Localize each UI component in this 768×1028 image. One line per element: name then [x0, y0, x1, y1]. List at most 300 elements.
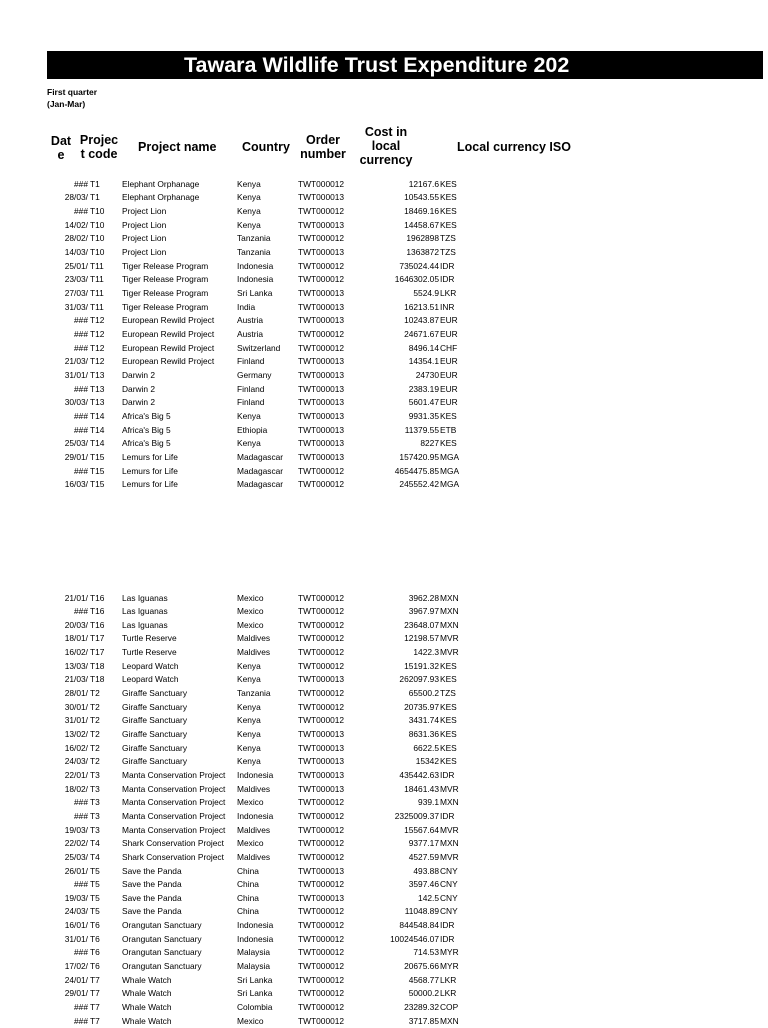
- cell-currency: MVR: [440, 647, 459, 658]
- cell-project-code: T14: [90, 438, 105, 449]
- table-row: [0, 260, 768, 274]
- cell-currency: IDR: [440, 810, 455, 821]
- cell-date: 31/03/: [64, 301, 88, 312]
- cell-country: Austria: [237, 328, 264, 339]
- cell-order-number: TWT000013: [298, 287, 345, 298]
- cell-date: 20/03/: [64, 619, 88, 630]
- cell-country: Mexico: [237, 1015, 264, 1026]
- cell-project-name: Giraffe Sanctuary: [122, 688, 188, 699]
- cell-currency: INR: [440, 301, 455, 312]
- table-row: [0, 328, 768, 342]
- cell-cost: 493.88: [413, 865, 439, 876]
- cell-date: 21/03/: [64, 674, 88, 685]
- page-title: Tawara Wildlife Trust Expenditure 202: [184, 53, 570, 77]
- cell-cost: 1646302.05: [394, 274, 439, 285]
- table-row: [0, 796, 768, 810]
- cell-project-code: T3: [90, 783, 100, 794]
- cell-cost: 844548.84: [399, 920, 439, 931]
- cell-project-name: Lemurs for Life: [122, 465, 178, 476]
- cell-project-code: T12: [90, 342, 105, 353]
- cell-cost: 14458.67: [404, 219, 439, 230]
- table-row: [0, 660, 768, 674]
- cell-project-name: Leopard Watch: [122, 660, 179, 671]
- cell-order-number: TWT000013: [298, 219, 345, 230]
- cell-project-code: T11: [90, 301, 104, 312]
- table-row: [0, 314, 768, 328]
- cell-order-number: TWT000013: [298, 438, 345, 449]
- cell-cost: 20675.66: [404, 961, 439, 972]
- table-row: [0, 592, 768, 606]
- cell-country: Indonesia: [237, 260, 274, 271]
- cell-cost: 24671.67: [404, 328, 439, 339]
- cell-cost: 18461.43: [404, 783, 439, 794]
- cell-order-number: TWT000012: [298, 592, 345, 603]
- cell-country: Madagascar: [237, 465, 284, 476]
- cell-project-name: Manta Conservation Project: [122, 783, 226, 794]
- cell-country: Maldives: [237, 851, 271, 862]
- cell-date: ###: [74, 1002, 88, 1012]
- cell-country: Tanzania: [237, 233, 271, 244]
- cell-cost: 24730: [415, 369, 439, 380]
- cell-cost: 65500.2: [408, 688, 439, 699]
- cell-date: 17/02/: [64, 961, 88, 972]
- table-row: [0, 1001, 768, 1015]
- cell-currency: KES: [440, 674, 457, 685]
- table-row: [0, 946, 768, 960]
- cell-date: 25/03/: [64, 851, 88, 862]
- cell-date: ###: [74, 205, 88, 216]
- header-date-line2: e: [57, 148, 65, 162]
- cell-country: China: [237, 906, 259, 917]
- cell-cost: 1962898: [406, 233, 439, 244]
- cell-date: 16/02/: [64, 742, 88, 753]
- table-row: [0, 933, 768, 947]
- cell-cost: 262097.93: [399, 674, 439, 685]
- cell-order-number: TWT000013: [298, 756, 345, 767]
- cell-country: Kenya: [237, 660, 261, 671]
- cell-project-code: T4: [90, 838, 100, 849]
- cell-project-name: Giraffe Sanctuary: [122, 715, 188, 726]
- table-row: [0, 1015, 768, 1028]
- cell-currency: COP: [440, 1002, 459, 1012]
- cell-cost: 15191.32: [404, 660, 439, 671]
- cell-project-name: Orangutan Sanctuary: [122, 961, 202, 972]
- cell-order-number: TWT000012: [298, 810, 345, 821]
- cell-project-code: T3: [90, 810, 100, 821]
- cell-date: ###: [74, 410, 88, 421]
- cell-currency: KES: [440, 742, 457, 753]
- cell-project-name: Manta Conservation Project: [122, 810, 226, 821]
- header-country: Country: [242, 140, 290, 154]
- cell-date: 19/03/: [64, 892, 88, 903]
- cell-project-name: European Rewild Project: [122, 328, 215, 339]
- cell-country: Sri Lanka: [237, 974, 273, 985]
- cell-currency: EUR: [440, 369, 458, 380]
- table-row: [0, 714, 768, 728]
- cell-project-code: T12: [90, 315, 105, 326]
- cell-date: ###: [74, 424, 88, 435]
- cell-currency: IDR: [440, 920, 455, 931]
- cell-project-code: T13: [90, 369, 105, 380]
- cell-currency: MXN: [440, 797, 459, 808]
- cell-cost: 23289.32: [404, 1002, 439, 1012]
- cell-order-number: TWT000012: [298, 647, 345, 658]
- header-date-line1: Dat: [50, 134, 72, 148]
- cell-project-name: Whale Watch: [122, 1015, 172, 1026]
- cell-project-name: Project Lion: [122, 219, 167, 230]
- cell-project-code: T18: [90, 674, 105, 685]
- cell-cost: 1422.3: [413, 647, 439, 658]
- header-code-line1: Projec: [79, 133, 119, 147]
- cell-project-name: Orangutan Sanctuary: [122, 933, 202, 944]
- table-row: [0, 205, 768, 219]
- cell-date: 31/01/: [64, 715, 88, 726]
- table-row: [0, 424, 768, 438]
- header-order-line2: number: [300, 147, 346, 161]
- cell-project-code: T6: [90, 933, 100, 944]
- cell-project-code: T6: [90, 920, 100, 931]
- table-row: [0, 919, 768, 933]
- cell-currency: KES: [440, 192, 457, 203]
- cell-project-name: Darwin 2: [122, 383, 156, 394]
- cell-order-number: TWT000013: [298, 892, 345, 903]
- cell-order-number: TWT000012: [298, 342, 345, 353]
- cell-order-number: TWT000013: [298, 246, 345, 257]
- cell-currency: IDR: [440, 933, 455, 944]
- cell-currency: ETB: [440, 424, 457, 435]
- cell-currency: MVR: [440, 783, 459, 794]
- cell-cost: 16213.51: [404, 301, 439, 312]
- cell-order-number: TWT000013: [298, 383, 345, 394]
- cell-country: Malaysia: [237, 961, 271, 972]
- cell-project-code: T15: [90, 451, 105, 462]
- cell-project-code: T14: [90, 424, 105, 435]
- cell-currency: MYR: [440, 947, 459, 958]
- cell-cost: 10024546.07: [390, 933, 439, 944]
- cell-date: 24/03/: [64, 756, 88, 767]
- cell-country: China: [237, 892, 259, 903]
- header-project-code: [78, 133, 120, 161]
- cell-date: 13/03/: [64, 660, 88, 671]
- cell-project-name: Leopard Watch: [122, 674, 179, 685]
- cell-order-number: TWT000013: [298, 301, 345, 312]
- cell-country: Indonesia: [237, 933, 274, 944]
- cell-project-code: T6: [90, 961, 100, 972]
- cell-country: Sri Lanka: [237, 988, 273, 999]
- cell-cost: 11379.55: [404, 424, 439, 435]
- cell-project-code: T5: [90, 892, 100, 903]
- cell-project-name: Giraffe Sanctuary: [122, 701, 188, 712]
- table-row: [0, 865, 768, 879]
- cell-cost: 2325009.37: [394, 810, 439, 821]
- cell-project-name: European Rewild Project: [122, 356, 215, 367]
- cell-project-code: T7: [90, 974, 100, 985]
- cell-currency: KES: [440, 438, 457, 449]
- cell-currency: KES: [440, 756, 457, 767]
- cell-order-number: TWT000012: [298, 797, 345, 808]
- cell-project-code: T2: [90, 701, 100, 712]
- cell-country: Maldives: [237, 633, 271, 644]
- cell-project-name: Las Iguanas: [122, 592, 168, 603]
- header-cost-line3: currency: [359, 153, 413, 167]
- cell-project-code: T3: [90, 769, 100, 780]
- table-row: [0, 851, 768, 865]
- cell-project-name: Project Lion: [122, 233, 167, 244]
- cell-currency: MGA: [440, 479, 460, 490]
- cell-cost: 3597.46: [408, 879, 439, 890]
- cell-project-name: Giraffe Sanctuary: [122, 742, 188, 753]
- cell-cost: 20735.97: [404, 701, 439, 712]
- cell-project-name: Manta Conservation Project: [122, 824, 226, 835]
- cell-date: 29/01/: [64, 988, 88, 999]
- cell-country: Maldives: [237, 824, 271, 835]
- cell-currency: TZS: [440, 246, 456, 257]
- cell-country: Kenya: [237, 756, 261, 767]
- subtitle-quarter: First quarter: [47, 87, 98, 97]
- cell-order-number: TWT000012: [298, 660, 345, 671]
- cell-currency: MXN: [440, 606, 459, 617]
- cell-project-name: Turtle Reserve: [122, 633, 177, 644]
- header-project-name: Project name: [138, 140, 217, 154]
- cell-date: 18/01/: [64, 633, 88, 644]
- cell-cost: 8631.36: [408, 729, 439, 739]
- title-bar: [47, 51, 763, 79]
- cell-project-code: T2: [90, 756, 100, 767]
- cell-cost: 8496.14: [408, 342, 439, 353]
- cell-country: Kenya: [237, 729, 261, 739]
- cell-currency: MGA: [440, 451, 460, 462]
- cell-cost: 142.5: [418, 892, 439, 903]
- cell-order-number: TWT000013: [298, 424, 345, 435]
- cell-country: Tanzania: [237, 688, 271, 699]
- cell-currency: KES: [440, 701, 457, 712]
- cell-date: 16/02/: [64, 647, 88, 658]
- cell-country: Malaysia: [237, 947, 271, 958]
- header-cost-line1: Cost in: [364, 125, 408, 139]
- cell-date: ###: [74, 178, 88, 189]
- cell-currency: EUR: [440, 383, 458, 394]
- cell-order-number: TWT000012: [298, 974, 345, 985]
- cell-project-name: Giraffe Sanctuary: [122, 756, 188, 767]
- cell-currency: MVR: [440, 851, 459, 862]
- cell-country: Ethiopia: [237, 424, 268, 435]
- cell-project-name: Tiger Release Program: [122, 274, 209, 285]
- cell-date: 21/01/: [64, 592, 88, 603]
- table-row: [0, 273, 768, 287]
- cell-cost: 6622.5: [413, 742, 439, 753]
- header-order-line1: Order: [305, 133, 341, 147]
- cell-project-code: T3: [90, 797, 100, 808]
- cell-currency: MVR: [440, 633, 459, 644]
- cell-project-code: T16: [90, 606, 105, 617]
- cell-order-number: TWT000012: [298, 906, 345, 917]
- cell-project-code: T11: [90, 260, 104, 271]
- cell-order-number: TWT000012: [298, 274, 345, 285]
- cell-cost: 714.53: [413, 947, 439, 958]
- table-row: [0, 824, 768, 838]
- cell-country: Colombia: [237, 1002, 273, 1012]
- cell-project-code: T5: [90, 865, 100, 876]
- cell-order-number: TWT000012: [298, 701, 345, 712]
- cell-date: 22/01/: [64, 769, 88, 780]
- cell-project-name: Save the Panda: [122, 892, 182, 903]
- cell-country: Indonesia: [237, 920, 274, 931]
- cell-country: Kenya: [237, 715, 261, 726]
- cell-order-number: TWT000012: [298, 933, 345, 944]
- cell-project-name: Africa's Big 5: [122, 424, 171, 435]
- cell-date: 26/01/: [64, 865, 88, 876]
- cell-project-name: European Rewild Project: [122, 342, 215, 353]
- cell-country: Indonesia: [237, 810, 274, 821]
- cell-project-code: T13: [90, 383, 105, 394]
- cell-order-number: TWT000013: [298, 783, 345, 794]
- cell-order-number: TWT000012: [298, 1015, 345, 1026]
- table-row: [0, 987, 768, 1001]
- cell-currency: EUR: [440, 397, 458, 408]
- cell-order-number: TWT000012: [298, 824, 345, 835]
- cell-order-number: TWT000013: [298, 865, 345, 876]
- cell-currency: KES: [440, 715, 457, 726]
- table-row: [0, 383, 768, 397]
- cell-order-number: TWT000013: [298, 315, 345, 326]
- table-row: [0, 287, 768, 301]
- cell-cost: 3431.74: [408, 715, 439, 726]
- cell-country: Mexico: [237, 619, 264, 630]
- cell-project-name: Tiger Release Program: [122, 287, 209, 298]
- cell-project-code: T1: [90, 192, 100, 203]
- cell-currency: MXN: [440, 1015, 459, 1026]
- cell-country: Kenya: [237, 410, 261, 421]
- cell-date: ###: [74, 947, 88, 958]
- cell-date: 24/01/: [64, 974, 88, 985]
- cell-project-name: Shark Conservation Project: [122, 838, 224, 849]
- cell-cost: 157420.95: [399, 451, 439, 462]
- cell-date: 28/03/: [64, 192, 88, 203]
- cell-date: 25/01/: [64, 260, 88, 271]
- cell-currency: EUR: [440, 356, 458, 367]
- table-row: [0, 465, 768, 479]
- cell-cost: 12167.6: [408, 178, 439, 189]
- cell-date: 23/03/: [64, 274, 88, 285]
- cell-date: ###: [74, 810, 88, 821]
- cell-country: Finland: [237, 397, 265, 408]
- cell-date: 18/02/: [64, 783, 88, 794]
- table-row: [0, 437, 768, 451]
- cell-date: 25/03/: [64, 438, 88, 449]
- header-cost-line2: local: [371, 139, 401, 153]
- cell-project-name: Whale Watch: [122, 1002, 172, 1012]
- cell-order-number: TWT000012: [298, 688, 345, 699]
- cell-project-name: Manta Conservation Project: [122, 797, 226, 808]
- cell-date: 13/02/: [64, 729, 88, 739]
- cell-project-name: European Rewild Project: [122, 315, 215, 326]
- cell-cost: 15567.64: [404, 824, 439, 835]
- cell-currency: MGA: [440, 465, 460, 476]
- cell-date: ###: [74, 315, 88, 326]
- cell-project-code: T10: [90, 246, 105, 257]
- cell-date: 14/03/: [64, 246, 88, 257]
- cell-currency: LKR: [440, 287, 457, 298]
- cell-order-number: TWT000012: [298, 479, 345, 490]
- cell-date: ###: [74, 328, 88, 339]
- cell-currency: KES: [440, 205, 457, 216]
- cell-currency: CNY: [440, 879, 458, 890]
- cell-country: Germany: [237, 369, 272, 380]
- table-row: [0, 342, 768, 356]
- cell-project-name: Shark Conservation Project: [122, 851, 224, 862]
- cell-project-code: T10: [90, 219, 105, 230]
- cell-order-number: TWT000012: [298, 619, 345, 630]
- cell-order-number: TWT000013: [298, 410, 345, 421]
- cell-order-number: TWT000012: [298, 879, 345, 890]
- cell-currency: MXN: [440, 838, 459, 849]
- cell-cost: 435442.63: [399, 769, 439, 780]
- table-row: [0, 673, 768, 687]
- cell-date: 30/01/: [64, 701, 88, 712]
- cell-project-code: T15: [90, 465, 105, 476]
- cell-currency: KES: [440, 410, 457, 421]
- table-row: [0, 783, 768, 797]
- cell-currency: LKR: [440, 974, 457, 985]
- cell-project-code: T11: [90, 274, 104, 285]
- cell-date: 28/02/: [64, 233, 88, 244]
- cell-project-name: Tiger Release Program: [122, 301, 209, 312]
- cell-date: 31/01/: [64, 933, 88, 944]
- table-row: [0, 178, 768, 192]
- cell-cost: 12198.57: [404, 633, 439, 644]
- table-row: [0, 632, 768, 646]
- cell-project-name: Darwin 2: [122, 397, 156, 408]
- cell-currency: MYR: [440, 961, 459, 972]
- cell-project-code: T10: [90, 205, 105, 216]
- cell-project-code: T16: [90, 619, 105, 630]
- cell-project-name: Lemurs for Life: [122, 479, 178, 490]
- cell-project-name: Elephant Orphanage: [122, 192, 200, 203]
- cell-date: 22/02/: [64, 838, 88, 849]
- cell-cost: 10243.87: [404, 315, 439, 326]
- cell-order-number: TWT000013: [298, 451, 345, 462]
- cell-currency: KES: [440, 178, 457, 189]
- cell-cost: 2383.19: [408, 383, 439, 394]
- cell-project-name: Las Iguanas: [122, 606, 168, 617]
- cell-project-name: Project Lion: [122, 246, 167, 257]
- table-row: [0, 974, 768, 988]
- cell-project-code: T2: [90, 715, 100, 726]
- cell-currency: IDR: [440, 260, 455, 271]
- cell-country: Tanzania: [237, 246, 271, 257]
- cell-order-number: TWT000012: [298, 1002, 345, 1012]
- cell-cost: 5601.47: [408, 397, 439, 408]
- header-code-line2: t code: [80, 147, 118, 161]
- cell-currency: EUR: [440, 315, 458, 326]
- cell-cost: 735024.44: [399, 260, 439, 271]
- cell-project-code: T14: [90, 410, 105, 421]
- cell-currency: EUR: [440, 328, 458, 339]
- cell-project-name: Giraffe Sanctuary: [122, 729, 188, 739]
- cell-country: Maldives: [237, 647, 271, 658]
- cell-date: ###: [74, 465, 88, 476]
- cell-cost: 3967.97: [408, 606, 439, 617]
- cell-currency: CHF: [440, 342, 458, 353]
- cell-order-number: TWT000012: [298, 715, 345, 726]
- cell-project-code: T4: [90, 851, 100, 862]
- table-row: [0, 478, 768, 492]
- cell-country: China: [237, 865, 259, 876]
- cell-project-code: T7: [90, 1015, 100, 1026]
- cell-project-code: T2: [90, 688, 100, 699]
- cell-date: ###: [74, 342, 88, 353]
- cell-cost: 1363872: [406, 246, 439, 257]
